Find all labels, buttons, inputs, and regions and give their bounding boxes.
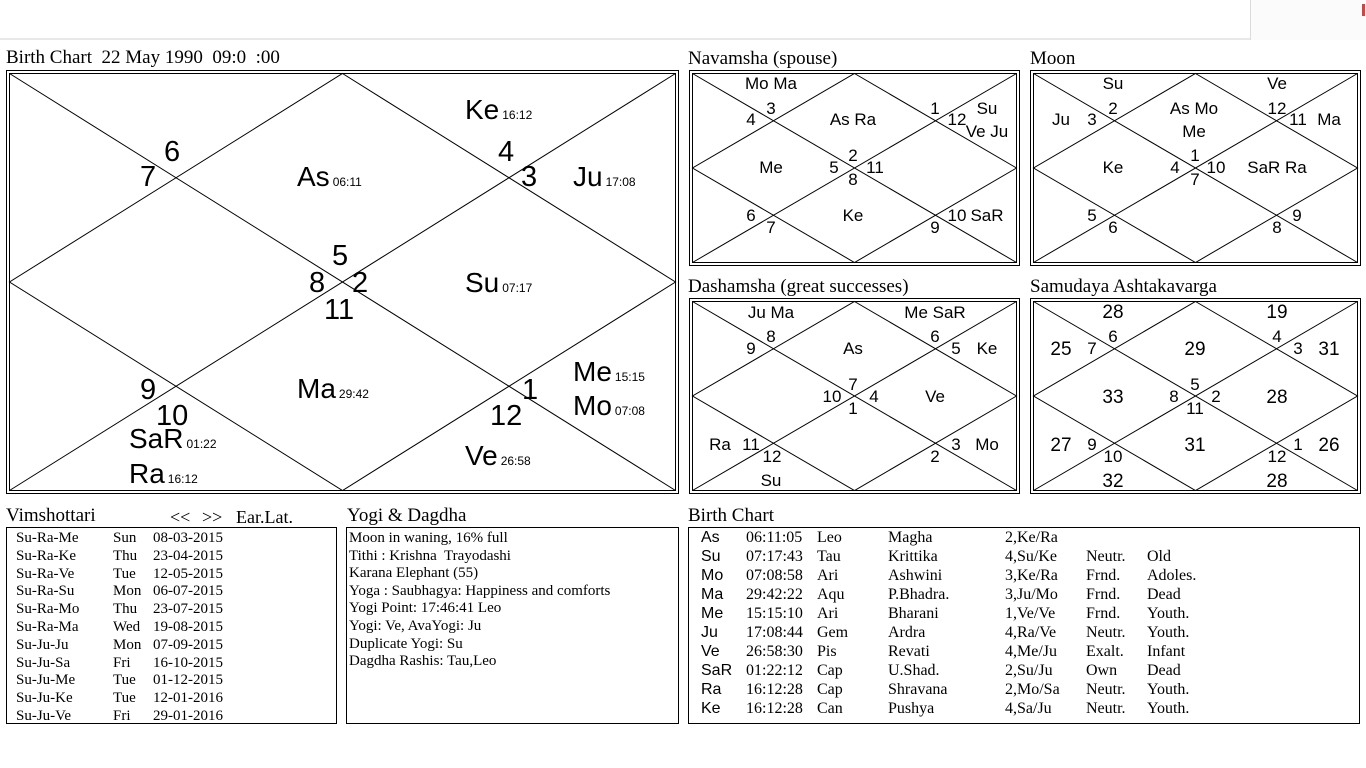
sign-number: 8 bbox=[848, 170, 858, 189]
planet-sign: Can bbox=[817, 700, 843, 717]
sign-number: 10 bbox=[1103, 447, 1123, 466]
planet-degree: 15:15 bbox=[614, 370, 645, 384]
planet-name: Ke bbox=[465, 94, 500, 125]
planet-deg: 26:58:30 bbox=[746, 643, 803, 660]
birth-table bbox=[688, 527, 1360, 724]
planet-name: Ju bbox=[573, 161, 603, 192]
dasha-row[interactable] bbox=[16, 582, 336, 600]
planet-nak: Shravana bbox=[888, 681, 948, 698]
top-bar bbox=[0, 0, 1366, 40]
planet-sign: Gem bbox=[817, 624, 849, 641]
sign-number: 1 bbox=[1190, 146, 1200, 165]
dasha-date: 29-01-2016 bbox=[153, 708, 223, 724]
planet-deg: 07:17:43 bbox=[746, 548, 803, 565]
planet-pada: 2,Su/Ju bbox=[1005, 662, 1053, 679]
sign-number: 6 bbox=[746, 206, 756, 225]
window-corner bbox=[1250, 0, 1366, 40]
sign-number: 2 bbox=[1108, 99, 1118, 118]
navamsha-title: Navamsha (spouse) bbox=[688, 48, 838, 69]
dasha-date: 07-09-2015 bbox=[153, 636, 223, 653]
dasha-day: Sun bbox=[113, 530, 137, 546]
sign-number: 9 bbox=[1087, 435, 1097, 454]
yogi-line: Karana Elephant (55) bbox=[349, 565, 479, 582]
planet-rel: Exalt. bbox=[1086, 643, 1124, 660]
sign-number: 4 bbox=[746, 110, 756, 129]
planet-state: Infant bbox=[1147, 643, 1186, 660]
dasha-date: 23-07-2015 bbox=[153, 601, 223, 618]
yogi-line: Yogi: Ve, AvaYogi: Ju bbox=[349, 618, 482, 634]
house-label: Ve Ju bbox=[965, 122, 1009, 141]
dasha-date: 23-04-2015 bbox=[153, 547, 223, 564]
dasha-period: Su-Ra-Ve bbox=[16, 565, 75, 582]
next-period-button[interactable]: >> bbox=[202, 507, 223, 527]
sign-number: 5 bbox=[1190, 375, 1200, 394]
dasha-date: 06-07-2015 bbox=[153, 583, 223, 600]
planet-label bbox=[129, 458, 198, 489]
planet-degree: 29:42 bbox=[338, 387, 369, 401]
sign-number: 1 bbox=[1293, 435, 1303, 454]
planet-name: SaR bbox=[129, 423, 184, 454]
dasha-date: 12-01-2016 bbox=[153, 690, 223, 707]
sign-number: 7 bbox=[848, 375, 858, 394]
sign-number: 8 bbox=[766, 327, 776, 346]
dasha-day: Thu bbox=[113, 601, 138, 618]
chart-frame bbox=[7, 71, 679, 494]
chart-frame bbox=[690, 71, 1020, 266]
planet-nak: P.Bhadra. bbox=[888, 586, 950, 603]
planet-degree: 06:11 bbox=[332, 175, 362, 189]
sign-number: 11 bbox=[324, 294, 355, 326]
planet-row bbox=[689, 605, 1349, 624]
sign-number: 8 bbox=[1169, 387, 1179, 406]
house-label: Su bbox=[760, 471, 782, 490]
sign-number: 4 bbox=[869, 387, 879, 406]
sign-number: 7 bbox=[1190, 170, 1200, 189]
planet-row bbox=[689, 700, 1349, 719]
planet-p: Ve bbox=[701, 643, 720, 660]
planet-rel: Own bbox=[1086, 662, 1118, 679]
house-label: Ve bbox=[1267, 74, 1287, 93]
planet-state: Old bbox=[1147, 548, 1171, 565]
house-label: Me SaR bbox=[904, 303, 966, 322]
sign-number: 1 bbox=[930, 99, 940, 118]
dasha-row[interactable] bbox=[16, 707, 336, 725]
planet-row bbox=[689, 529, 1349, 548]
planet-deg: 29:42:22 bbox=[746, 586, 803, 603]
sign-number: 6 bbox=[1108, 218, 1118, 237]
sign-number: 5 bbox=[829, 158, 839, 177]
planet-pada: 1,Ve/Ve bbox=[1005, 605, 1056, 622]
dasha-date: 08-03-2015 bbox=[153, 530, 223, 546]
dasha-date: 16-10-2015 bbox=[153, 654, 223, 671]
planet-deg: 15:15:10 bbox=[746, 605, 803, 622]
yogi-line: Yogi Point: 17:46:41 Leo bbox=[349, 600, 502, 617]
dasha-row[interactable] bbox=[16, 529, 336, 547]
dasha-day: Wed bbox=[113, 619, 141, 635]
planet-row bbox=[689, 662, 1349, 681]
sign-number: 12 bbox=[490, 400, 523, 432]
house-label: Ma bbox=[1317, 110, 1341, 129]
sign-number: 6 bbox=[930, 327, 940, 346]
house-value: 28 bbox=[1102, 302, 1124, 323]
sign-number: 10 bbox=[1206, 158, 1226, 177]
planet-pada: 2,Mo/Sa bbox=[1005, 681, 1060, 698]
planet-p: SaR bbox=[701, 662, 733, 679]
chart-frame bbox=[1031, 299, 1361, 494]
vimshottari-title: Vimshottari bbox=[6, 505, 96, 526]
house-label: Me bbox=[1182, 122, 1206, 141]
planet-sign: Tau bbox=[817, 548, 841, 565]
sign-number: 11 bbox=[866, 158, 884, 177]
planet-label bbox=[297, 161, 362, 192]
house-value: 26 bbox=[1318, 435, 1340, 456]
planet-deg: 01:22:12 bbox=[746, 662, 803, 679]
dasha-period: Su-Ju-Ke bbox=[16, 690, 73, 707]
house-label: Me bbox=[759, 158, 783, 177]
dasha-period: Su-Ra-Mo bbox=[16, 601, 80, 618]
planet-pada: 2,Ke/Ra bbox=[1005, 529, 1058, 546]
sign-number: 4 bbox=[1272, 327, 1282, 346]
house-label: Ke bbox=[976, 339, 998, 358]
dasha-date: 12-05-2015 bbox=[153, 565, 223, 582]
planet-row bbox=[689, 624, 1349, 643]
planet-nak: Ardra bbox=[888, 624, 926, 641]
sign-number: 11 bbox=[1186, 399, 1204, 418]
sign-number: 5 bbox=[1087, 206, 1097, 225]
planet-state: Adoles. bbox=[1147, 567, 1197, 584]
planet-row bbox=[689, 567, 1349, 586]
dasha-row[interactable] bbox=[16, 547, 336, 565]
sign-number: 12 bbox=[1267, 99, 1287, 118]
planet-p: As bbox=[701, 529, 720, 546]
planet-nak: Krittika bbox=[888, 548, 938, 565]
planet-nak: Ashwini bbox=[888, 567, 943, 584]
sign-number: 6 bbox=[1108, 327, 1118, 346]
planet-sign: Cap bbox=[817, 681, 843, 698]
planet-p: Ma bbox=[701, 586, 724, 603]
planet-row bbox=[689, 548, 1349, 567]
dasha-row[interactable] bbox=[16, 636, 336, 654]
sign-number: 11 bbox=[1289, 110, 1307, 129]
planet-label bbox=[573, 356, 645, 387]
planet-degree: 17:08 bbox=[605, 175, 636, 189]
planet-rel: Neutr. bbox=[1086, 681, 1126, 698]
planet-state: Dead bbox=[1147, 586, 1181, 603]
house-value: 33 bbox=[1102, 387, 1124, 408]
sign-number: 7 bbox=[1087, 339, 1097, 358]
sign-number: 2 bbox=[848, 146, 858, 165]
planet-name: As bbox=[297, 161, 330, 192]
house-value: 27 bbox=[1050, 435, 1072, 456]
house-label: As Mo bbox=[1169, 99, 1219, 118]
planet-sign: Cap bbox=[817, 662, 843, 679]
dasha-period: Su-Ra-Ke bbox=[16, 547, 76, 564]
navamsha-diagram bbox=[689, 70, 1020, 266]
moon-title: Moon bbox=[1030, 48, 1076, 69]
house-label: Ke bbox=[842, 206, 864, 225]
planet-deg: 17:08:44 bbox=[746, 624, 803, 641]
sign-number: 12 bbox=[1267, 447, 1287, 466]
planet-name: Su bbox=[465, 267, 500, 298]
planet-pada: 4,Me/Ju bbox=[1005, 643, 1057, 660]
dasha-day: Fri bbox=[113, 654, 131, 671]
planet-pada: 3,Ke/Ra bbox=[1005, 567, 1058, 584]
planet-name: Mo bbox=[573, 390, 612, 421]
sign-number: 12 bbox=[762, 447, 782, 466]
birth-chart-title: Birth Chart 22 May 1990 09:0 :00 bbox=[6, 47, 280, 68]
dasha-day: Tue bbox=[113, 690, 136, 707]
planet-rel: Frnd. bbox=[1086, 605, 1121, 622]
house-label: Ju bbox=[1052, 110, 1070, 129]
house-label: SaR bbox=[970, 206, 1004, 225]
planet-p: Me bbox=[701, 605, 724, 622]
dasha-row[interactable] bbox=[16, 600, 336, 618]
prev-period-button[interactable]: << bbox=[170, 507, 191, 527]
yogi-line: Moon in waning, 16% full bbox=[349, 530, 508, 546]
dasha-day: Thu bbox=[113, 547, 138, 564]
planet-name: Ra bbox=[129, 458, 165, 489]
planet-nak: Magha bbox=[888, 529, 933, 546]
dasha-period: Su-Ju-Sa bbox=[16, 654, 71, 671]
sign-number: 4 bbox=[1170, 158, 1180, 177]
dasha-row[interactable] bbox=[16, 618, 336, 636]
sign-number: 5 bbox=[951, 339, 961, 358]
planet-state: Dead bbox=[1147, 662, 1181, 679]
planet-sign: Ari bbox=[817, 567, 839, 584]
planet-pada: 4,Su/Ke bbox=[1005, 548, 1057, 565]
sign-number: 7 bbox=[140, 161, 157, 193]
sign-number: 4 bbox=[498, 136, 515, 168]
planet-deg: 16:12:28 bbox=[746, 681, 803, 698]
birth-chart-diagram bbox=[6, 70, 679, 494]
dasha-period: Su-Ra-Su bbox=[16, 583, 75, 600]
planet-pada: 4,Ra/Ve bbox=[1005, 624, 1057, 641]
dasha-period: Su-Ra-Ma bbox=[16, 619, 79, 635]
dasha-date: 01-12-2015 bbox=[153, 672, 223, 689]
planet-label bbox=[465, 267, 533, 298]
samudaya-title: Samudaya Ashtakavarga bbox=[1030, 276, 1217, 297]
planet-label bbox=[573, 390, 645, 421]
dasha-row[interactable] bbox=[16, 689, 336, 707]
vimshottari-list bbox=[6, 527, 337, 724]
planet-name: Ve bbox=[465, 440, 498, 471]
planet-label bbox=[465, 440, 531, 471]
planet-degree: 07:08 bbox=[614, 404, 645, 418]
sign-number: 3 bbox=[1087, 110, 1097, 129]
planet-p: Ra bbox=[701, 681, 722, 698]
planet-name: Ma bbox=[297, 373, 336, 404]
planet-rel: Frnd. bbox=[1086, 567, 1121, 584]
planet-degree: 16:12 bbox=[502, 108, 533, 122]
planet-degree: 26:58 bbox=[500, 454, 531, 468]
dasha-day: Mon bbox=[113, 583, 142, 600]
ear-lat-button[interactable]: Ear.Lat. bbox=[236, 507, 293, 527]
dasha-day: Mon bbox=[113, 636, 142, 653]
sign-number: 3 bbox=[766, 99, 776, 118]
dashamsha-diagram bbox=[689, 298, 1020, 494]
planet-degree: 16:12 bbox=[167, 472, 198, 486]
dasha-day: Tue bbox=[113, 565, 136, 582]
house-label: Ra bbox=[709, 435, 731, 454]
yogi-line: Duplicate Yogi: Su bbox=[349, 635, 463, 652]
dashamsha-title: Dashamsha (great successes) bbox=[688, 276, 909, 297]
planet-name: Me bbox=[573, 356, 612, 387]
planet-row bbox=[689, 681, 1349, 700]
top-divider bbox=[0, 38, 1250, 40]
planet-sign: Pis bbox=[817, 643, 837, 660]
sign-number: 2 bbox=[1211, 387, 1221, 406]
planet-row bbox=[689, 586, 1349, 605]
planet-nak: Bharani bbox=[888, 605, 939, 622]
sign-number: 2 bbox=[930, 447, 940, 466]
sign-number: 7 bbox=[766, 218, 776, 237]
yogi-line: Tithi : Krishna Trayodashi bbox=[349, 547, 511, 564]
sign-number: 9 bbox=[1292, 206, 1302, 225]
planet-label bbox=[465, 94, 533, 125]
house-value: 29 bbox=[1184, 339, 1206, 360]
planet-label bbox=[573, 161, 636, 192]
sign-number: 12 bbox=[947, 110, 967, 129]
house-label: Su bbox=[1102, 74, 1124, 93]
planet-sign: Aqu bbox=[817, 586, 845, 603]
planet-state: Youth. bbox=[1147, 605, 1190, 622]
dasha-day: Tue bbox=[113, 672, 136, 689]
corner-marker-icon bbox=[1362, 4, 1365, 16]
dasha-period: Su-Ju-Ju bbox=[16, 636, 69, 653]
chart-frame bbox=[690, 299, 1020, 494]
planet-deg: 07:08:58 bbox=[746, 567, 803, 584]
planet-sign: Leo bbox=[817, 529, 842, 546]
birth-table-title: Birth Chart bbox=[688, 505, 775, 526]
sign-number: 8 bbox=[1272, 218, 1282, 237]
planet-label bbox=[297, 373, 369, 404]
dasha-row[interactable] bbox=[16, 565, 336, 583]
sign-number: 10 bbox=[822, 387, 842, 406]
sign-number: 1 bbox=[522, 374, 539, 406]
house-label: Su bbox=[976, 99, 998, 118]
house-label: Ju Ma bbox=[747, 303, 795, 322]
planet-deg: 16:12:28 bbox=[746, 700, 803, 717]
planet-rel: Neutr. bbox=[1086, 700, 1126, 717]
sign-number: 11 bbox=[742, 435, 760, 454]
sign-number: 6 bbox=[164, 136, 181, 168]
house-value: 31 bbox=[1318, 339, 1340, 360]
house-label: SaR Ra bbox=[1247, 158, 1307, 177]
sign-number: 9 bbox=[746, 339, 756, 358]
sign-number: 1 bbox=[848, 399, 858, 418]
planet-degree: 07:17 bbox=[502, 281, 533, 295]
house-label: As bbox=[843, 339, 863, 358]
yogi-panel bbox=[346, 527, 679, 724]
sign-number: 9 bbox=[140, 374, 157, 406]
planet-deg: 06:11:05 bbox=[746, 529, 803, 546]
dasha-period: Su-Ra-Me bbox=[16, 530, 79, 546]
dasha-period: Su-Ju-Ve bbox=[16, 708, 71, 724]
house-label: Ke bbox=[1102, 158, 1124, 177]
yogi-line: Dagdha Rashis: Tau,Leo bbox=[349, 653, 497, 670]
sign-number: 3 bbox=[1293, 339, 1303, 358]
house-label: Mo bbox=[975, 435, 999, 454]
house-value: 32 bbox=[1102, 471, 1124, 492]
sign-number: 3 bbox=[521, 161, 538, 193]
planet-pada: 4,Sa/Ju bbox=[1005, 700, 1052, 717]
house-value: 31 bbox=[1184, 435, 1206, 456]
yogi-title: Yogi & Dagdha bbox=[347, 505, 467, 526]
planet-p: Su bbox=[701, 548, 721, 565]
planet-state: Youth. bbox=[1147, 681, 1190, 698]
samudaya-diagram bbox=[1030, 298, 1361, 494]
dasha-date: 19-08-2015 bbox=[153, 619, 223, 635]
planet-label bbox=[129, 423, 217, 454]
sign-number: 2 bbox=[352, 267, 369, 299]
house-value: 25 bbox=[1050, 339, 1072, 360]
house-value: 28 bbox=[1266, 387, 1288, 408]
planet-p: Ke bbox=[701, 700, 721, 717]
dasha-day: Fri bbox=[113, 708, 131, 724]
dasha-row[interactable] bbox=[16, 671, 336, 689]
house-value: 19 bbox=[1266, 302, 1288, 323]
planet-p: Mo bbox=[701, 567, 724, 584]
planet-p: Ju bbox=[701, 624, 718, 641]
planet-pada: 3,Ju/Mo bbox=[1005, 586, 1058, 603]
house-label: Ve bbox=[925, 387, 945, 406]
dasha-row[interactable] bbox=[16, 654, 336, 672]
planet-degree: 01:22 bbox=[186, 437, 217, 451]
planet-rel: Neutr. bbox=[1086, 624, 1126, 641]
house-value: 28 bbox=[1266, 471, 1288, 492]
sign-number: 9 bbox=[930, 218, 940, 237]
planet-rel: Neutr. bbox=[1086, 548, 1126, 565]
moon-chart-diagram bbox=[1030, 70, 1361, 266]
sign-number: 8 bbox=[309, 267, 326, 299]
planet-nak: U.Shad. bbox=[888, 662, 940, 679]
planet-state: Youth. bbox=[1147, 700, 1190, 717]
sign-number: 10 bbox=[156, 400, 189, 432]
planet-row bbox=[689, 643, 1349, 662]
planet-state: Youth. bbox=[1147, 624, 1190, 641]
house-label: Mo Ma bbox=[745, 74, 797, 93]
planet-nak: Revati bbox=[888, 643, 930, 660]
yogi-line: Yoga : Saubhagya: Happiness and comforts bbox=[349, 582, 611, 599]
house-label: As Ra bbox=[829, 110, 877, 129]
sign-number: 10 bbox=[947, 206, 967, 225]
planet-nak: Pushya bbox=[888, 700, 935, 717]
planet-rel: Frnd. bbox=[1086, 586, 1121, 603]
sign-number: 3 bbox=[951, 435, 961, 454]
sign-number: 5 bbox=[332, 240, 349, 272]
dasha-period: Su-Ju-Me bbox=[16, 672, 76, 689]
planet-sign: Ari bbox=[817, 605, 839, 622]
